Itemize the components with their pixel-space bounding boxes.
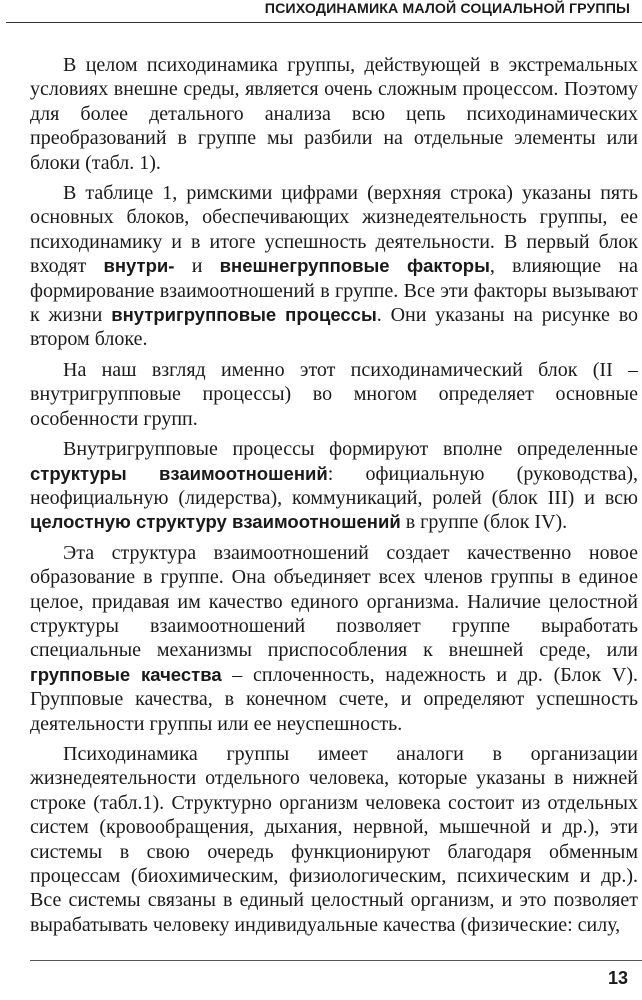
running-title: ПСИХОДИНАМИКА МАЛОЙ СОЦИАЛЬНОЙ ГРУППЫ	[264, 1, 630, 17]
paragraph-text: . Они указаны на рисунке во втором блоке.	[30, 304, 639, 351]
footer-rule	[30, 960, 642, 961]
paragraph-text: , влияющие на формирование взаимоотношений в группе. Все эти факторы вызывают к жизни	[30, 255, 638, 327]
emphasis-term: структуры взаимоотношений	[30, 462, 328, 484]
header-rule	[6, 22, 642, 23]
paragraph-6	[30, 742, 638, 937]
paragraph-2	[30, 181, 638, 352]
paragraph-5	[30, 541, 638, 736]
paragraph-text: Эта структура взаимоотношений создает качественно новое образование в группе. Она объединяет всех членов группы в единое целое, придавая им качество единого организма. Наличие целостной структуры взаимоотношений позволяет группе выработать специальные механизмы приспособления к внешней среде, или	[30, 541, 638, 662]
emphasis-term: внутригрупповые процессы	[111, 304, 377, 326]
paragraph-4	[30, 437, 638, 535]
paragraph-text: и	[174, 255, 220, 278]
emphasis-term: внутри-	[103, 255, 175, 277]
page-body	[30, 53, 638, 943]
paragraph-text: В целом психодинамика группы, действующей в экстремальных условиях внешне среды, является очень сложным процессом. Поэтому для более детального анализа всю цепь психодинамических преобразований в группе мы разбили на отдельные элементы или блоки (табл. 1).	[30, 54, 638, 174]
emphasis-term: внешнегрупповые факторы	[219, 255, 490, 277]
emphasis-term: целостную структуру взаимоотношений	[30, 511, 401, 533]
paragraph-3	[30, 358, 638, 431]
paragraph-text: На наш взгляд именно этот психодинамический блок (II – внутригрупповые процессы) во многом определяет основные особенности групп.	[30, 358, 638, 430]
paragraph-1	[30, 53, 638, 175]
paragraph-text: Внутригрупповые процессы формируют вполне определенные	[63, 438, 638, 461]
page-number: 13	[607, 968, 628, 988]
paragraph-text: : официальную (руководства), неофициальную (лидерства), коммуникаций, ролей (блок III) и всю	[30, 462, 639, 509]
paragraph-text: Психодинамика группы имеет аналоги в организации жизнедеятельности отдельного человека, которые указаны в нижней строке (табл.1). Структурно организм человека состоит из отдельных систем (кровообращения, дыхания, нервной, мышечной и др.), эти системы в свою очередь функционируют благодаря обменным процессам (биохимическим, физиологическим, психическим и др.). Все системы связаны в единый целостный организм, и это позволяет вырабатывать человеку индивидуальные качества (физические: силу,	[30, 742, 638, 936]
paragraph-text: – сплоченность, надежность и др. (Блок V). Групповые качества, в конечном счете, и определяют успешность деятельности группы или ее неуспешность.	[30, 663, 638, 735]
paragraph-text: В таблице 1, римскими цифрами (верхняя строка) указаны пять основных блоков, обеспечивающих жизнедеятельность группы, ее психодинамику и в итоге успешность деятельности. В первый блок входят	[30, 182, 638, 278]
paragraph-text: в группе (блок IV).	[400, 511, 568, 534]
emphasis-term: групповые качества	[30, 663, 222, 685]
